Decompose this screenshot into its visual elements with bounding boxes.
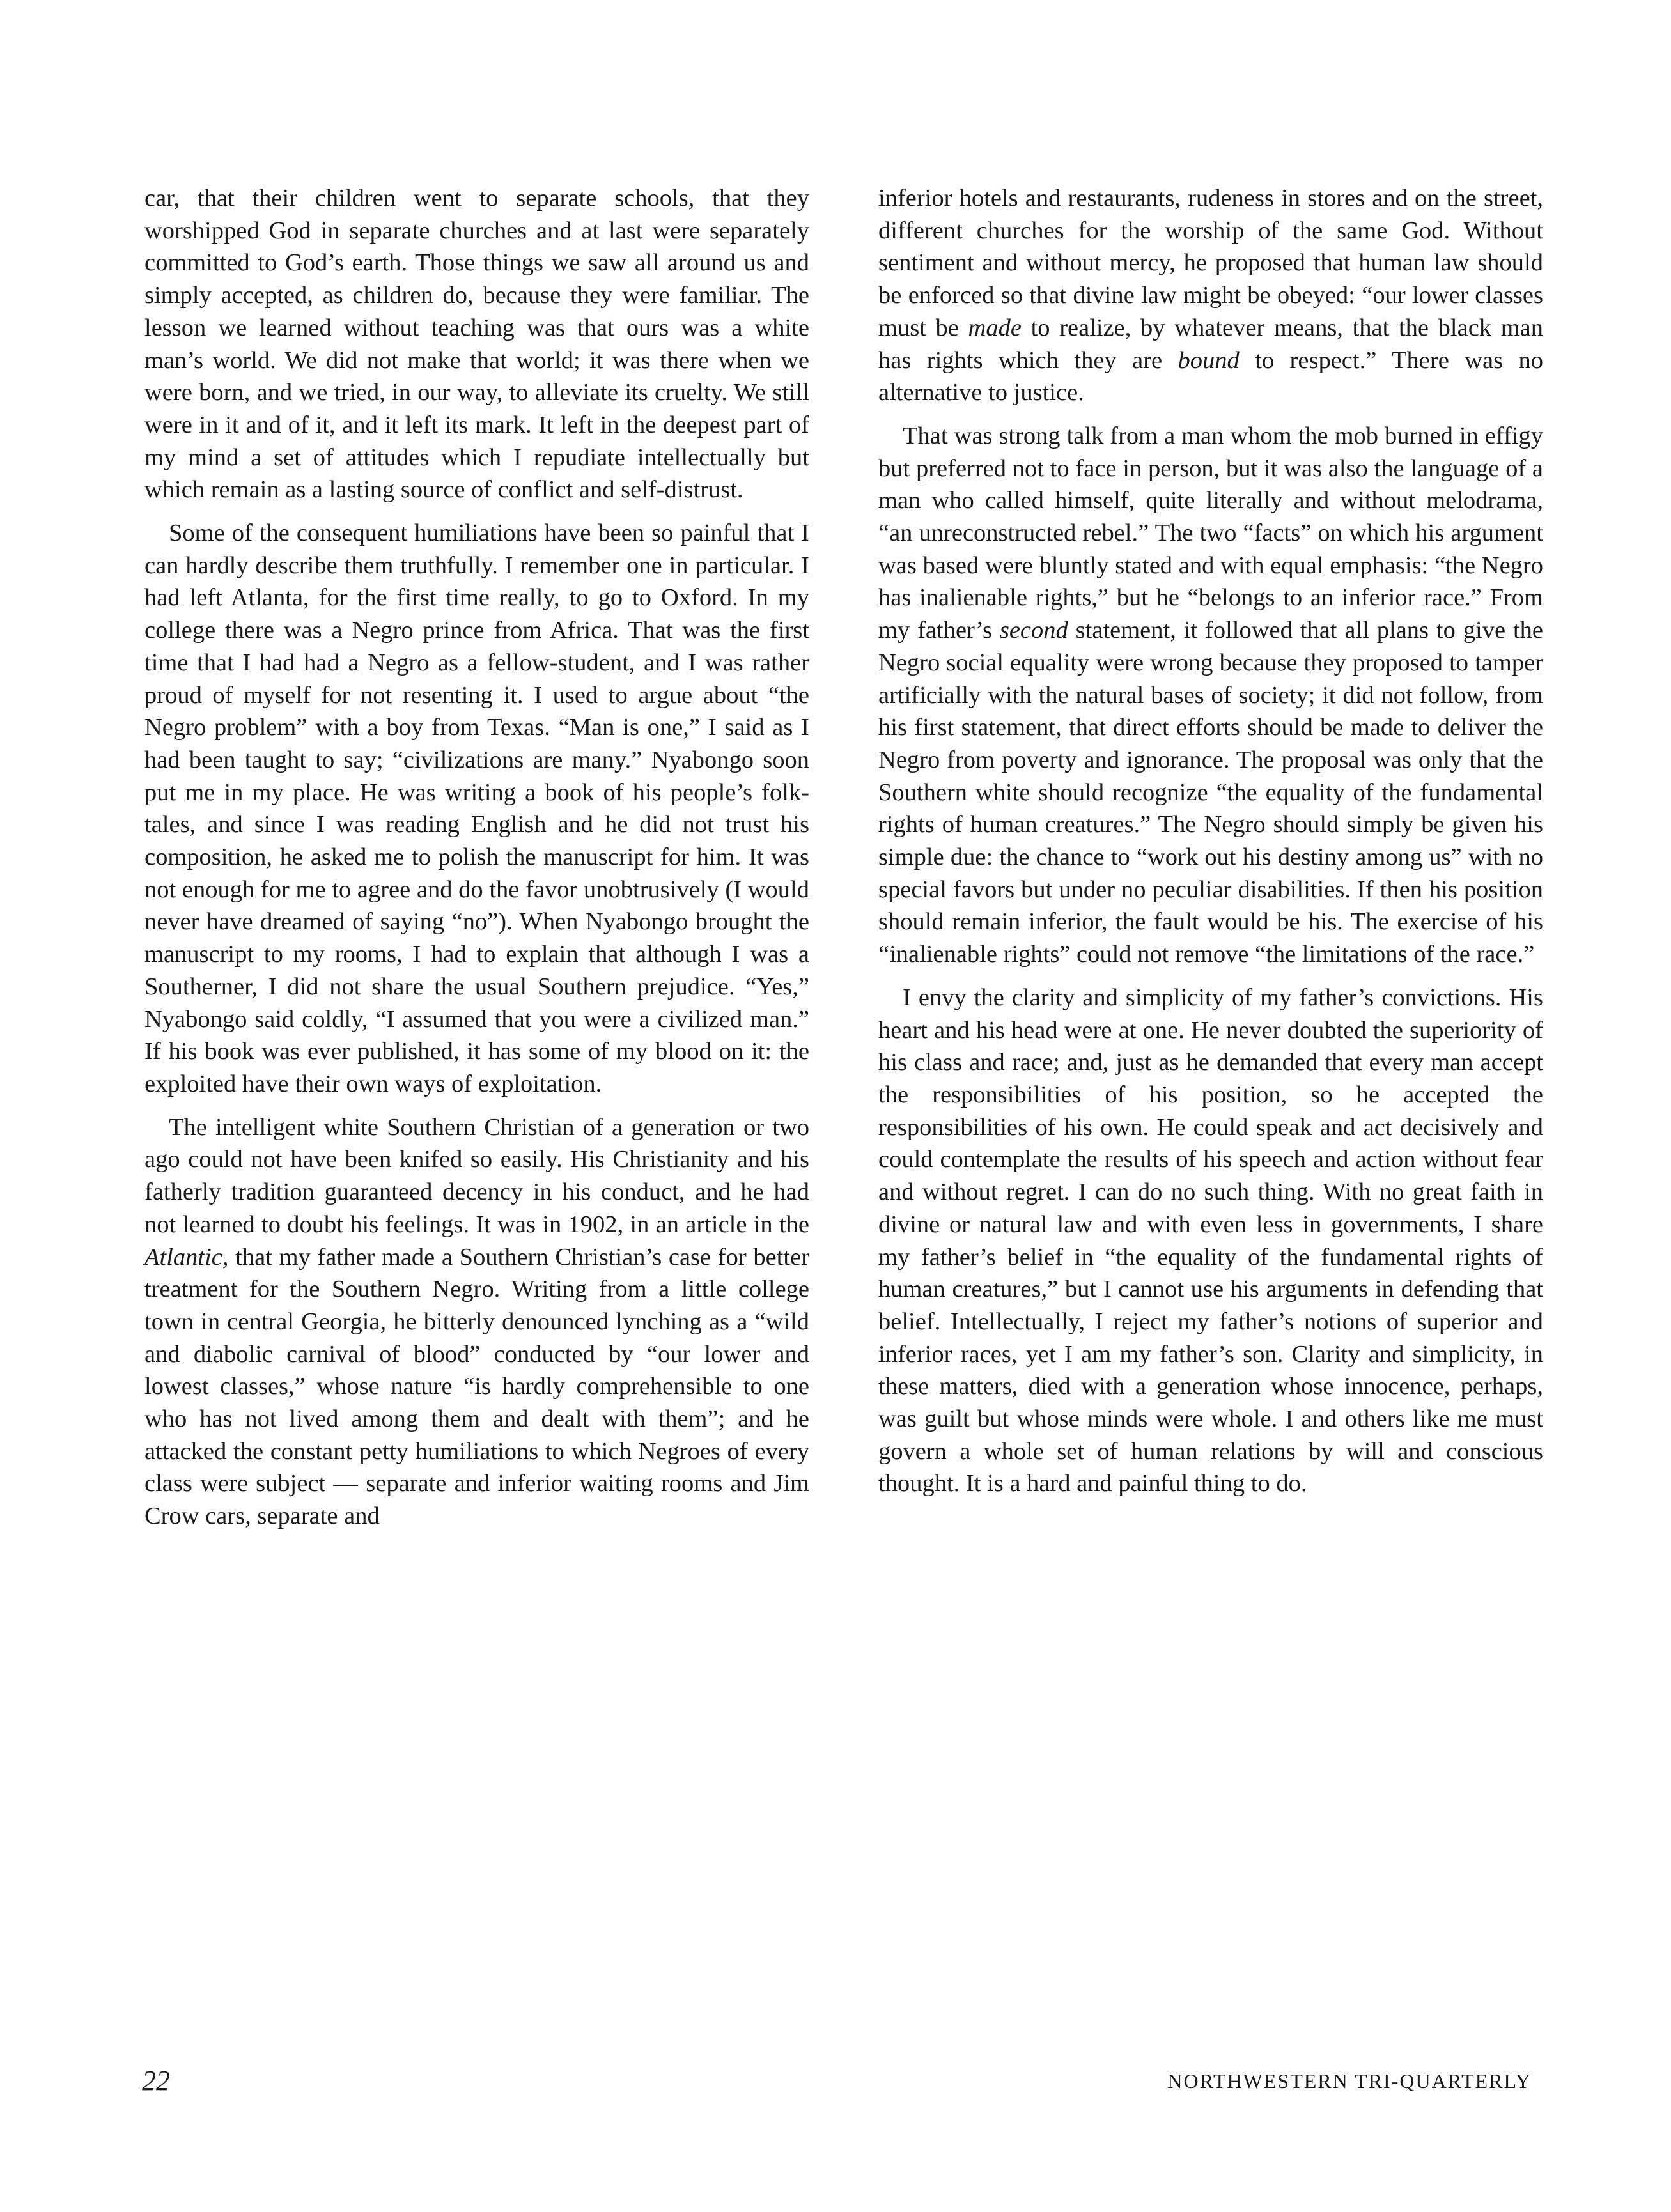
journal-title: NORTHWESTERN TRI-QUARTERLY bbox=[1167, 2069, 1532, 2092]
paragraph-right-2: That was strong talk from a man whom the mob burned in effigy but preferred not to face in person, but it was also the language of a man who called himself, quite literally and without melodrama, “an unreconstructed rebel.” The two “facts” on which his argument was based were bluntly stated and with equal emphasis: “the Negro has inalienable rights,” but he “belongs to an inferior race.” From my father’s second statement, it followed that all plans to give the Negro social equality were wrong because they proposed to tamper artificially with the natural bases of society; it did not follow, from his first statement, that direct efforts should be made to deliver the Negro from poverty and ignorance. The proposal was only that the Southern white should recognize “the equality of the fundamental rights of human creatures.” The Negro should simply be given his simple due: the chance to “work out his destiny among us” with no special favors but under no peculiar disabilities. If then his position should remain inferior, the fault would be his. The exercise of his “inalienable rights” could not remove “the limitations of the race.” bbox=[878, 422, 1543, 968]
paragraph-left-3: The intelligent white Southern Christian of a generation or two ago could not have been knifed so easily. His Christianity and his fatherly tradition guaranteed decency in his conduct, and he had not learned to doubt his feelings. It was in 1902, in an article in the Atlantic, that my father made a Southern Christian’s case for better treatment for the Southern Negro. Writing from a little college town in central Georgia, he bitterly denounced lynching as a “wild and diabolic carnival of blood” conducted by “our lower and lowest classes,” whose nature “is hardly comprehensible to one who has not lived among them and dealt with them”; and he attacked the constant petty humiliations to which Negroes of every class were subject — separate and inferior waiting rooms and Jim Crow cars, separate and bbox=[144, 1113, 809, 1530]
paragraph-right-1: inferior hotels and restaurants, rudeness in stores and on the street, different churches for the worship of the same God. Without sentiment and without mercy, he proposed that human law should be enforced so that divine law might be obeyed: “our lower classes must be made to realize, by whatever means, that the black man has rights which they are bound to respect.” There was no alternative to justice. bbox=[878, 185, 1544, 406]
paragraph-right-3: I envy the clarity and simplicity of my father’s convictions. His heart and his head were at one. He never doubted the superiority of his class and race; and, just as he demanded that every man accept the responsibilities of his position, so he accepted the responsibilities of his own. He could speak and act decisively and could contemplate the results of his speech and action without fear and without regret. I can do no such thing. With no great faith in divine or natural law and with even less in governments, I share my father’s belief in “the equality of the fundamental rights of human creatures,” but I cannot use his arguments in defending that belief. Intellectually, I reject my father’s notions of superior and inferior races, yet I am my father’s son. Clarity and simplicity, in these matters, died with a generation whose innocence, perhaps, was guilt but whose minds were whole. I and others like me must govern a whole set of human relations by will and conscious thought. It is a hard and painful thing to do. bbox=[878, 984, 1543, 1497]
atlantic-title: Atlantic bbox=[144, 1243, 222, 1271]
paragraph-left-1: car, that their children went to separate schools, that they worshipped God in separate churches and at last were separately committed to God’s earth. Those things we saw all around us and simply accepted, as children do, because they were familiar. The lesson we learned without teaching was that ours was a white man’s world. We did not make that world; it was there when we were born, and we tried, in our way, to alleviate its cruelty. We still were in it and of it, and it left its mark. It left in the deepest part of my mind a set of attitudes which I repudiate intellectually but which remain as a lasting source of conflict and self-distrust. bbox=[144, 185, 809, 504]
paragraph-left-2: Some of the consequent humiliations have been so painful that I can hardly describe them truthfully. I remember one in particular. I had left Atlanta, for the first time really, to go to Oxford. In my college there was a Negro prince from Africa. That was the first time that I had had a Negro as a fellow-student, and I was rather proud of myself for not resenting it. I used to argue about “the Negro problem” with a boy from Texas. “Man is one,” I said as I had been taught to say; “civilizations are many.” Nyabongo soon put me in my place. He was writing a book of his people’s folk-tales, and since I was reading English and he did not trust his composition, he asked me to polish the manuscript for him. It was not enough for me to agree and do the favor unobtrusively (I would never have dreamed of saying “no”). When Nyabongo brought the manuscript to my rooms, I had to explain that although I was a Southerner, I did not share the usual Southern prejudice. “Yes,” Nyabongo said coldly, “I assumed that you were a civilized man.” If his book was ever published, it has some of my blood on it: the exploited have their own ways of exploitation. bbox=[144, 520, 809, 1097]
page-number: 22 bbox=[142, 2065, 170, 2096]
left-column bbox=[144, 182, 809, 1543]
right-column bbox=[878, 182, 1543, 1511]
